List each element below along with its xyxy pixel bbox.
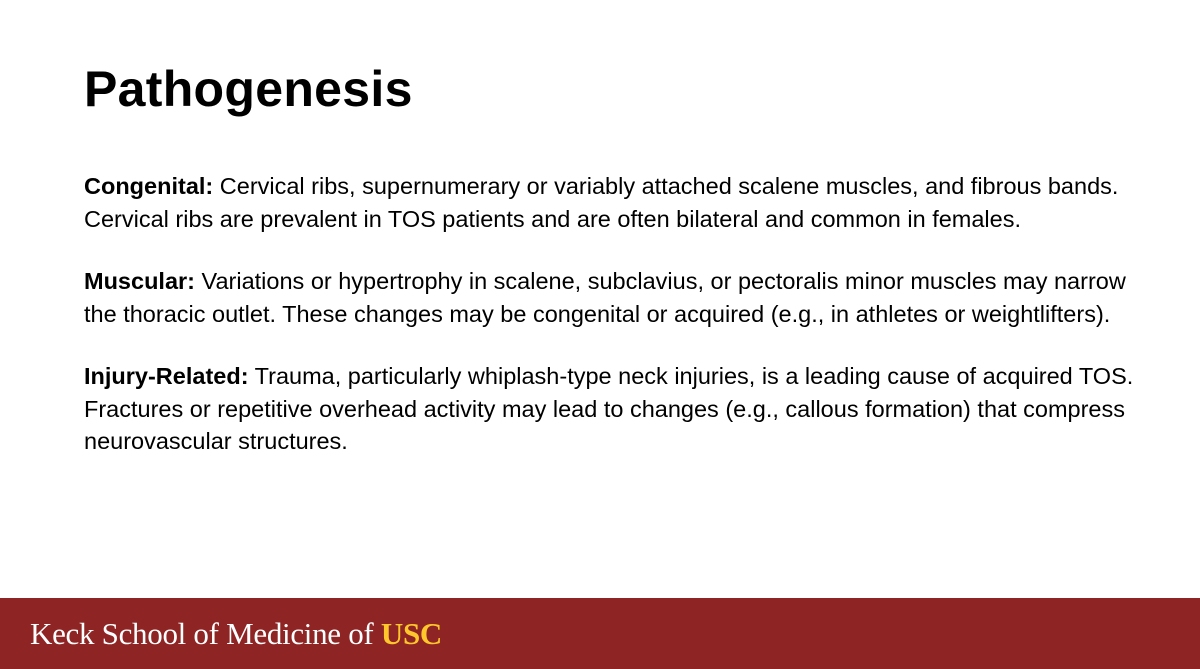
section-text: Trauma, particularly whiplash-type neck injuries, is a leading cause of acquired TOS. Fractures or repetitive overhead activity may lead to changes (e.g., callous formation) that compress neurovascular structures.	[84, 363, 1134, 454]
footer-banner	[0, 598, 1200, 669]
section-congenital	[84, 170, 1144, 235]
slide-content	[84, 170, 1144, 488]
keck-usc-logo	[30, 614, 442, 654]
section-text: Variations or hypertrophy in scalene, subclavius, or pectoralis minor muscles may narrow the thoracic outlet. These changes may be congenital or acquired (e.g., in athletes or weightlifters).	[84, 268, 1126, 327]
slide-title: Pathogenesis	[84, 61, 413, 117]
section-term: Injury-Related:	[84, 363, 249, 389]
section-injury-related	[84, 360, 1144, 458]
section-text: Cervical ribs, supernumerary or variably attached scalene muscles, and fibrous bands. Cervical ribs are prevalent in TOS patients and are often bilateral and common in females.	[84, 173, 1119, 232]
section-term: Congenital:	[84, 173, 214, 199]
section-term: Muscular:	[84, 268, 195, 294]
logo-text: Keck School of Medicine of	[30, 616, 381, 651]
logo-usc: USC	[380, 616, 443, 651]
section-muscular	[84, 265, 1144, 330]
